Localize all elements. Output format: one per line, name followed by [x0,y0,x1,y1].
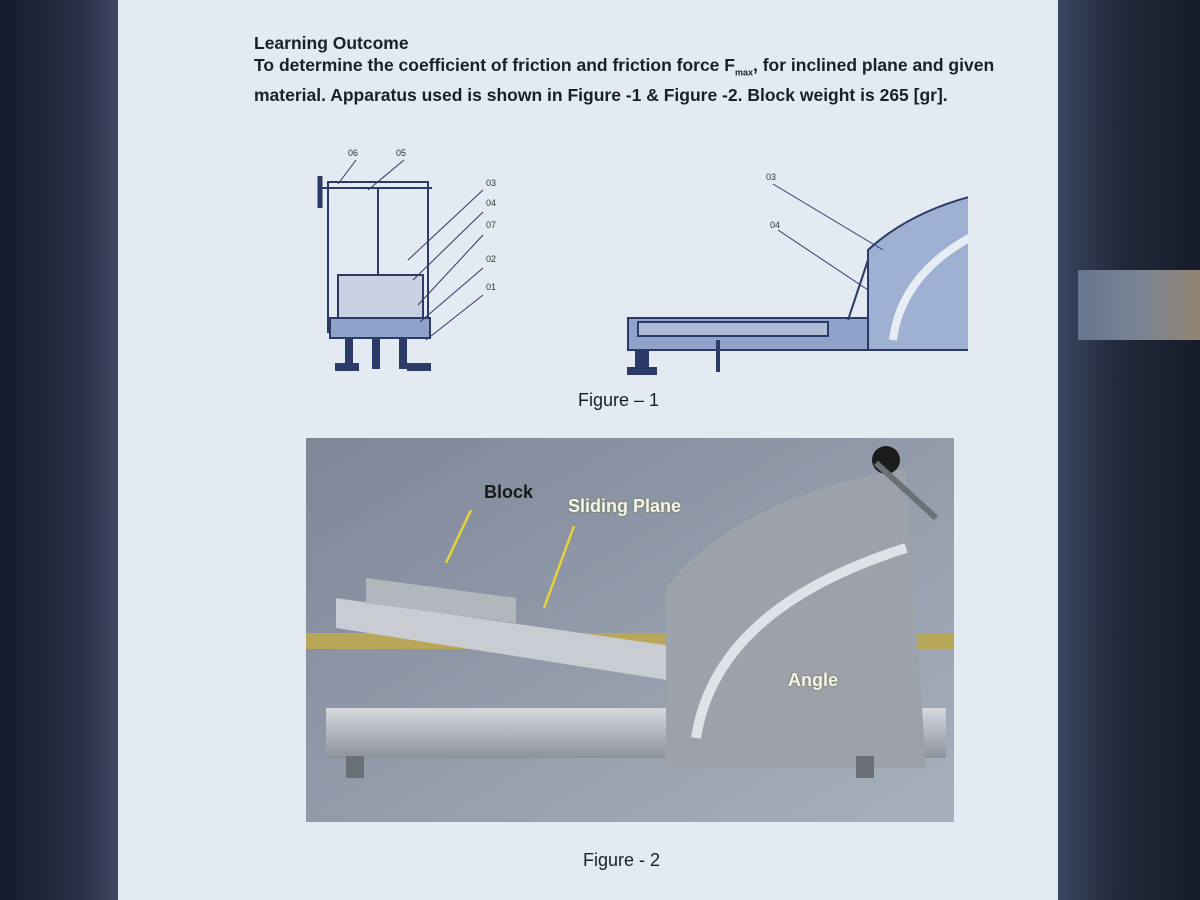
figure-1-caption: Figure – 1 [578,390,660,410]
block-label: Block [484,482,534,502]
monitor-bezel-left [0,0,118,900]
part-label: 04 [770,220,781,230]
part-label: 03 [766,172,777,182]
part-label: 02 [486,254,497,264]
heading: Learning Outcome [254,33,409,53]
angle-label: Angle [788,670,839,690]
figure-1-drawing [308,140,968,390]
figure-2-caption: Figure - 2 [583,850,661,870]
screen-glare [1078,270,1200,340]
monitor-bezel-right [1058,0,1200,900]
part-label: 04 [486,198,497,208]
part-label: 03 [486,178,497,188]
part-label: 05 [396,148,407,158]
document-page [118,0,1058,900]
part-label: 07 [486,220,497,230]
part-label: 06 [348,148,359,158]
figure-2-photo [306,438,954,822]
paragraph-subscript: max [734,67,753,78]
paragraph-part2: , for inclined plane and given material. Apparatus used is shown in Figure -1 & Figure -2. Block weight is 265 [gr]. [254,55,995,105]
paragraph-part1: To determine the coefficient of friction and friction force F [254,55,735,75]
sliding-plane-label: Sliding Plane [568,496,682,516]
learning-outcome-text [254,32,1014,106]
part-label: 01 [486,282,497,292]
protractor-quadrant [868,185,968,350]
